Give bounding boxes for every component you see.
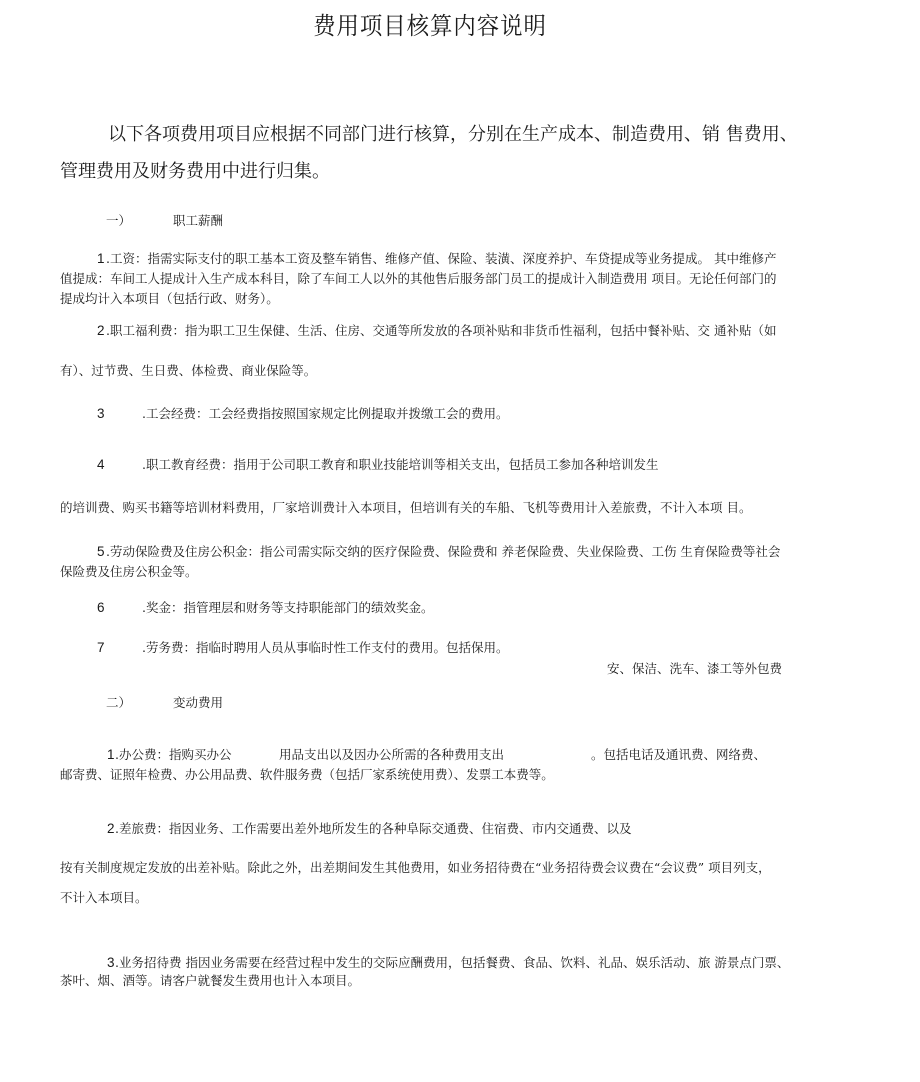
item-number: 6 bbox=[97, 600, 105, 615]
intro-line-2: 管理费用及财务费用中进行归集。 bbox=[60, 161, 330, 182]
item-union-fee: .工会经费：工会经费指按照国家规定比例提取并拨缴工会的费用。 bbox=[142, 406, 509, 421]
item-office-line-1b: 用品支出以及因办公所需的各种费用支出 bbox=[279, 747, 505, 762]
item-entertainment-line-1: .业务招待费 指因业务需要在经营过程中发生的交际应酬费用，包括餐费、食品、饮料、礼品、娱乐活动、旅 游景点门票、 bbox=[115, 955, 790, 970]
item-labor-line-2: 安、保洁、洗车、漆工等外包费 bbox=[607, 661, 783, 676]
item-travel-line-2: 按有关制度规定发放的出差补贴。除此之外，出差期间发生其他费用，如业务招待费在“业务招待费会议费在“会议费” 项目列支， bbox=[60, 860, 771, 875]
item-office-line-2: 邮寄费、证照年检费、办公用品费、软件服务费（包括厂家系统使用费）、发票工本费等。 bbox=[60, 767, 554, 782]
item-entertainment-line-2: 茶叶、烟、酒等。请客户就餐发生费用也计入本项目。 bbox=[60, 973, 361, 988]
item-number: 2 bbox=[107, 821, 115, 836]
item-travel-line-3: 不计入本项目。 bbox=[60, 890, 148, 905]
item-insurance-line-1: .劳动保险费及住房公积金：指公司需实际交纳的医疗保险费、保险费和 养老保险费、失业保险费、工伤 生育保险费等社会 bbox=[106, 544, 781, 559]
item-labor-line-1: .劳务费：指临时聘用人员从事临时性工作支付的费用。包括保用。 bbox=[142, 640, 509, 655]
item-insurance-line-2: 保险费及住房公积金等。 bbox=[60, 564, 198, 579]
item-number: 1 bbox=[107, 747, 115, 762]
item-welfare-line-1: .职工福利费：指为职工卫生保健、生活、住房、交通等所发放的各项补贴和非货币性福利，包括中餐补贴、交 通补贴（如 bbox=[106, 323, 777, 338]
item-number: 1 bbox=[97, 251, 105, 266]
intro-line-1: 以下各项费用项目应根据不同部门进行核算，分别在生产成本、制造费用、销 售费用、 bbox=[108, 124, 798, 145]
item-education-line-1: .职工教育经费：指用于公司职工教育和职业技能培训等相关支出，包括员工参加各种培训发生 bbox=[142, 457, 659, 472]
item-office-line-1c: 。包括电话及通讯费、网络费、 bbox=[591, 747, 767, 762]
item-number: 7 bbox=[97, 640, 105, 655]
item-salary-line-3: 提成均计入本项目（包括行政、财务）。 bbox=[60, 291, 279, 306]
section-2-marker: 二） bbox=[106, 695, 132, 710]
item-office-line-1a: .办公费：指购买办公 bbox=[115, 747, 232, 762]
item-welfare-line-2: 有）、过节费、生日费、体检费、商业保险等。 bbox=[60, 363, 317, 378]
section-2-title: 变动费用 bbox=[173, 695, 224, 710]
section-1-marker: 一） bbox=[106, 213, 132, 228]
item-bonus: .奖金：指管理层和财务等支持职能部门的绩效奖金。 bbox=[142, 600, 434, 615]
item-number: 4 bbox=[97, 457, 105, 472]
page-title: 费用项目核算内容说明 bbox=[313, 12, 547, 40]
item-travel-line-1: .差旅费：指因业务、工作需要出差外地所发生的各种阜际交通费、住宿费、市内交通费、以及 bbox=[115, 821, 632, 836]
item-education-line-2: 的培训费、购买书籍等培训材料费用，厂家培训费计入本项目，但培训有关的车船、飞机等费用计入差旅费，不计入本项 目。 bbox=[60, 500, 752, 515]
item-number: 3 bbox=[107, 955, 115, 970]
item-number: 2 bbox=[97, 323, 105, 338]
item-number: 3 bbox=[97, 406, 105, 421]
item-salary-line-2: 值提成：车间工人提成计入生产成本科目，除了车间工人以外的其他售后服务部门员工的提成计入制造费用 项目。无论任何部门的 bbox=[60, 271, 777, 286]
item-salary-line-1: .工资：指需实际支付的职工基本工资及整车销售、维修产值、保险、装潢、深度养护、车贷提成等业务提成。 其中维修产 bbox=[106, 251, 777, 266]
section-1-title: 职工薪酬 bbox=[173, 213, 224, 228]
item-number: 5 bbox=[97, 544, 105, 559]
